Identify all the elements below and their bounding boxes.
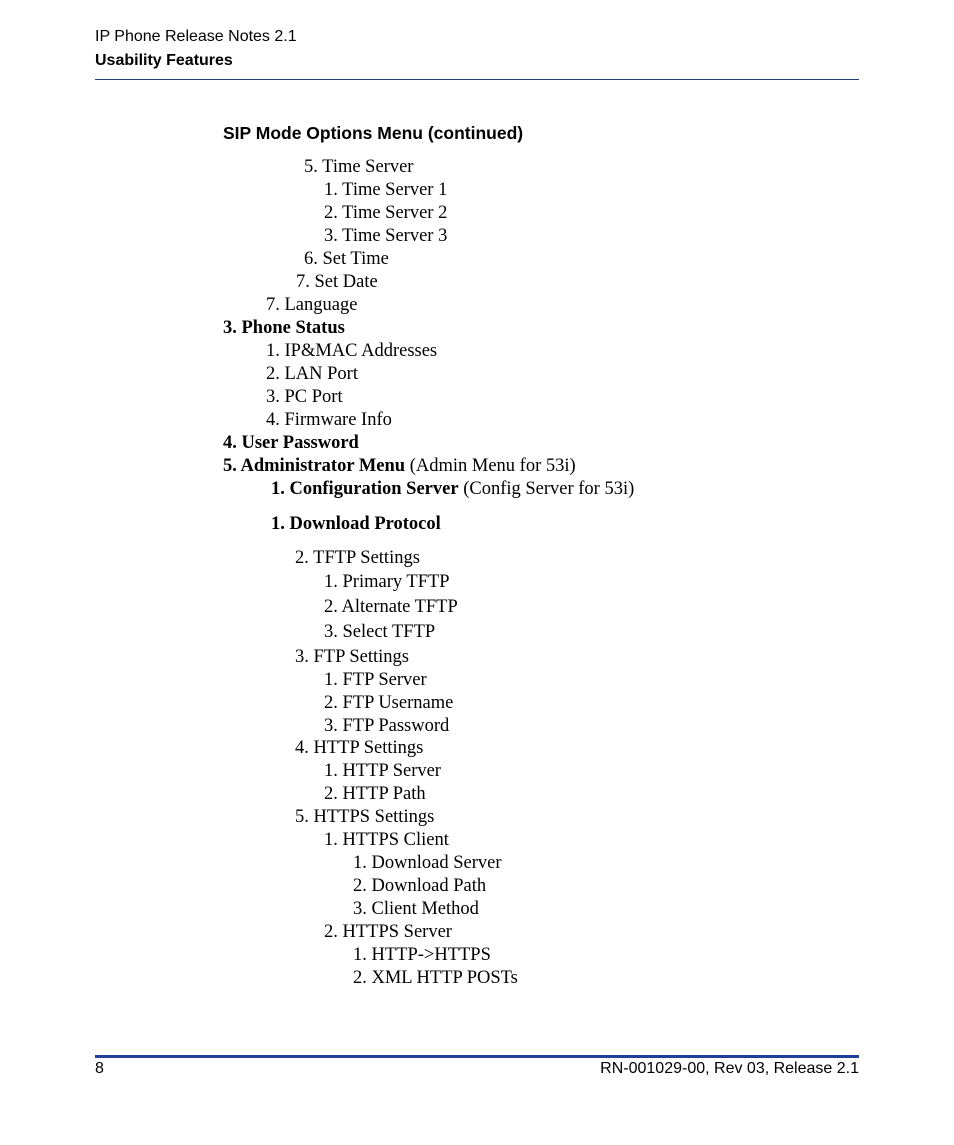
menu-item	[353, 967, 518, 989]
menu-item-bold: 5. Administrator Menu	[223, 456, 406, 476]
menu-item	[324, 692, 453, 714]
menu-item	[353, 852, 501, 874]
menu-item-label: 5. HTTPS Settings	[295, 807, 435, 827]
menu-item-label: 1. Download Server	[353, 853, 502, 873]
menu-item	[271, 513, 441, 535]
menu-item	[324, 715, 449, 737]
menu-item	[223, 455, 576, 477]
menu-item	[324, 921, 452, 943]
menu-item-label: 7. Language	[266, 295, 358, 315]
menu-item-bold: 4. User Password	[223, 433, 359, 453]
menu-item	[223, 432, 359, 454]
menu-item-bold: 1. Download Protocol	[271, 514, 441, 534]
menu-item	[324, 225, 447, 247]
menu-item	[353, 944, 491, 966]
menu-item-label: 1. Time Server 1	[324, 180, 448, 200]
menu-item	[266, 409, 392, 431]
menu-item-label: 3. Time Server 3	[324, 226, 448, 246]
menu-item-label: 2. TFTP Settings	[295, 548, 420, 568]
menu-item-label: 3. FTP Settings	[295, 647, 409, 667]
menu-item-label: 3. Select TFTP	[324, 622, 436, 642]
menu-item-label: 1. HTTP->HTTPS	[353, 945, 491, 965]
menu-item	[266, 363, 358, 385]
menu-item-label: 3. PC Port	[266, 387, 343, 407]
menu-item	[266, 294, 357, 316]
menu-item-label: 4. Firmware Info	[266, 410, 392, 430]
header-divider	[95, 79, 859, 80]
menu-item-label: 2. Download Path	[353, 876, 487, 896]
menu-item-label: 3. Client Method	[353, 899, 479, 919]
menu-item	[324, 202, 447, 224]
menu-item	[304, 248, 389, 270]
menu-item	[324, 621, 435, 643]
menu-item	[295, 547, 420, 569]
menu-item	[295, 646, 409, 668]
menu-item-label: 2. XML HTTP POSTs	[353, 968, 518, 988]
menu-item-label: 1. HTTPS Client	[324, 830, 449, 850]
menu-item-label: 7. Set Date	[296, 272, 378, 292]
document-title: IP Phone Release Notes 2.1	[95, 28, 297, 45]
menu-item	[295, 737, 423, 759]
menu-item	[223, 317, 345, 339]
menu-item-label: 1. FTP Server	[324, 670, 427, 690]
menu-item-label: 2. HTTPS Server	[324, 922, 452, 942]
menu-item	[296, 271, 378, 293]
menu-item	[324, 783, 426, 805]
footer-divider	[95, 1055, 859, 1058]
menu-item	[324, 760, 441, 782]
section-title: Usability Features	[95, 52, 233, 69]
menu-item	[295, 806, 434, 828]
menu-item-label: 5. Time Server	[304, 157, 414, 177]
menu-heading: SIP Mode Options Menu (continued)	[223, 123, 524, 143]
menu-item-label: 1. HTTP Server	[324, 761, 441, 781]
menu-item-label: (Config Server for 53i)	[458, 479, 635, 499]
menu-item-label: 2. LAN Port	[266, 364, 358, 384]
menu-item	[324, 571, 450, 593]
menu-item	[324, 829, 449, 851]
menu-item-label: 6. Set Time	[304, 249, 389, 269]
menu-item-label: 1. Primary TFTP	[324, 572, 450, 592]
menu-item-label: 4. HTTP Settings	[295, 738, 424, 758]
menu-item-label: (Admin Menu for 53i)	[405, 456, 576, 476]
page-number: 8	[95, 1060, 104, 1077]
menu-item	[271, 478, 634, 500]
menu-item	[353, 898, 479, 920]
menu-item-label: 2. Alternate TFTP	[324, 597, 458, 617]
menu-item	[353, 875, 486, 897]
menu-item	[266, 340, 437, 362]
menu-item	[324, 596, 458, 618]
menu-item-bold: 1. Configuration Server	[271, 479, 459, 499]
menu-item-bold: 3. Phone Status	[223, 318, 345, 338]
menu-item-label: 2. HTTP Path	[324, 784, 426, 804]
menu-item	[304, 156, 413, 178]
menu-item	[324, 179, 447, 201]
menu-item-label: 1. IP&MAC Addresses	[266, 341, 438, 361]
menu-item-label: 3. FTP Password	[324, 716, 450, 736]
document-id: RN-001029-00, Rev 03, Release 2.1	[600, 1060, 859, 1077]
menu-item-label: 2. FTP Username	[324, 693, 454, 713]
menu-item	[324, 669, 427, 691]
menu-item	[266, 386, 343, 408]
menu-item-label: 2. Time Server 2	[324, 203, 448, 223]
